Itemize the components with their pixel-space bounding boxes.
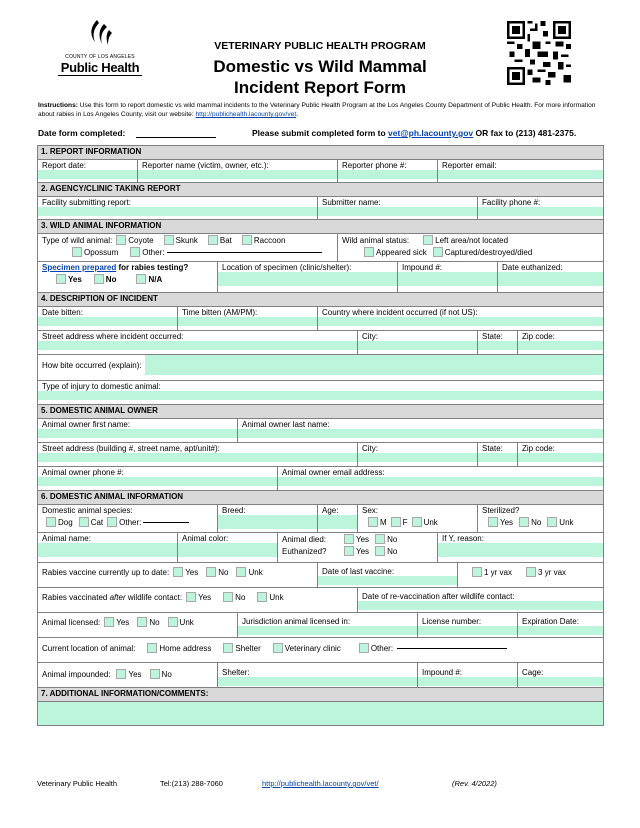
vac-after-label-post: wildlife contact: [127, 592, 183, 602]
raccoon-label: Raccoon [253, 235, 286, 245]
vac-after-cell [38, 588, 358, 613]
age-label: Age: [322, 506, 339, 515]
form-title-line2: Incident Report Form [234, 78, 406, 97]
vet-clinic-label: Veterinary clinic [284, 643, 341, 653]
owner-zip-field[interactable] [518, 453, 603, 462]
vac-after-yes-label: Yes [198, 592, 212, 602]
footer-org: Veterinary Public Health [37, 779, 118, 788]
species-cell [38, 505, 218, 533]
other-location-label: Other: [370, 643, 394, 653]
expiration-label: Expiration Date: [522, 617, 579, 626]
died-yes-label: Yes [356, 534, 370, 544]
euthanized-no-label: No [387, 546, 398, 556]
vaccine-unk-checkbox[interactable] [236, 567, 246, 577]
left-area-label: Left area/not located [435, 235, 509, 245]
sterilized-yes-checkbox[interactable] [488, 517, 498, 527]
owner-state-label: State: [482, 444, 503, 453]
euthanized-field[interactable] [498, 272, 603, 286]
reporter-email-cell[interactable] [438, 160, 604, 183]
sterilized-unk-checkbox[interactable] [547, 517, 557, 527]
facility-field[interactable] [38, 207, 317, 216]
submit-pre: Please submit completed form to [252, 128, 386, 138]
specimen-question: for rabies testing? [118, 263, 189, 272]
how-bite-label: How bite occurred (explain): [42, 360, 142, 370]
owner-email-cell[interactable] [278, 467, 604, 491]
other-species-checkbox[interactable] [107, 517, 117, 527]
breed-label: Breed: [222, 506, 246, 515]
submitter-field[interactable] [318, 207, 477, 216]
vet-clinic-checkbox[interactable] [273, 643, 283, 653]
sterilized-cell [478, 505, 604, 533]
time-bitten-label: Time bitten (AM/PM): [182, 308, 258, 317]
facility-phone-cell[interactable] [478, 197, 604, 220]
incident-zip-cell[interactable] [518, 331, 604, 355]
license-number-field[interactable] [418, 626, 517, 635]
opossum-checkbox[interactable] [72, 247, 82, 257]
how-bite-field[interactable] [145, 355, 604, 375]
last-vaccine-label: Date of last vaccine: [322, 567, 395, 576]
animal-name-label: Animal name: [42, 534, 91, 543]
licensed-yes-label: Yes [116, 617, 130, 627]
injury-type-label: Type of injury to domestic animal: [42, 382, 161, 391]
vaccine-unk-label: Unk [248, 567, 263, 577]
owner-email-field[interactable] [278, 477, 603, 486]
reporter-phone-cell[interactable] [338, 160, 438, 183]
cage-field[interactable] [518, 677, 603, 686]
specimen-yes-label: Yes [68, 274, 82, 284]
impound-number-cell[interactable] [418, 663, 518, 688]
specimen-na-label: N/A [148, 274, 163, 284]
section-5-header: 5. DOMESTIC ANIMAL OWNER [38, 405, 604, 419]
incident-street-label: Street address where incident occurred: [42, 332, 184, 341]
owner-phone-field[interactable] [38, 477, 277, 486]
wild-animal-type-cell [38, 234, 338, 262]
raccoon-checkbox[interactable] [242, 235, 252, 245]
owner-first-label: Animal owner first name: [42, 420, 131, 429]
died-yes-checkbox[interactable] [344, 534, 354, 544]
appeared-sick-checkbox[interactable] [364, 247, 374, 257]
injury-type-field[interactable] [38, 391, 603, 400]
impound-number-field[interactable] [418, 677, 517, 686]
reporter-name-cell[interactable] [138, 160, 338, 183]
impounded-yes-checkbox[interactable] [116, 669, 126, 679]
shelter-field[interactable] [218, 677, 417, 686]
other-location-field[interactable] [397, 648, 507, 649]
species-label: Domestic animal species: [42, 506, 133, 515]
facility-phone-field[interactable] [478, 207, 603, 216]
cage-label: Cage: [522, 668, 544, 677]
specimen-no-checkbox[interactable] [94, 274, 104, 284]
sex-unk-checkbox[interactable] [412, 517, 422, 527]
owner-phone-cell[interactable] [38, 467, 278, 491]
specimen-location-cell[interactable] [218, 262, 398, 293]
vaccine-current-label: Rabies vaccine currently up to date: [42, 567, 170, 577]
current-location-cell [38, 638, 604, 663]
date-completed-label: Date form completed: [38, 128, 126, 138]
sterilized-unk-label: Unk [559, 517, 574, 527]
section-1-header: 1. REPORT INFORMATION [38, 146, 604, 160]
incident-street-cell[interactable] [38, 331, 358, 355]
vac-after-no-label: No [235, 592, 246, 602]
section-7-header: 7. ADDITIONAL INFORMATION/COMMENTS: [38, 688, 604, 702]
dog-checkbox[interactable] [46, 517, 56, 527]
revac-date-cell[interactable] [358, 588, 604, 613]
report-date-field[interactable] [38, 170, 137, 179]
footer-tel: Tel:(213) 288-7060 [160, 779, 223, 788]
sterilized-no-checkbox[interactable] [519, 517, 529, 527]
incident-street-field[interactable] [38, 341, 357, 350]
facility-phone-label: Facility phone #: [482, 198, 541, 207]
sex-m-checkbox[interactable] [368, 517, 378, 527]
jurisdiction-field[interactable] [238, 626, 417, 635]
one-yr-vax-label: 1 yr vax [484, 567, 513, 577]
qr-code-icon [507, 21, 571, 85]
licensed-no-checkbox[interactable] [137, 617, 147, 627]
sex-f-label: F [402, 517, 408, 527]
country-field[interactable] [318, 317, 603, 326]
report-date-cell[interactable] [38, 160, 138, 183]
how-bite-cell[interactable] [38, 355, 604, 381]
owner-phone-label: Animal owner phone #: [42, 468, 124, 477]
specimen-na-checkbox[interactable] [136, 274, 146, 284]
incident-form [37, 145, 604, 726]
submitter-cell[interactable] [318, 197, 478, 220]
vaccine-yes-checkbox[interactable] [173, 567, 183, 577]
license-number-cell[interactable] [418, 613, 518, 638]
died-no-checkbox[interactable] [375, 534, 385, 544]
animal-name-cell[interactable] [38, 533, 178, 563]
cat-checkbox[interactable] [79, 517, 89, 527]
shelter-option-label: Shelter [235, 643, 261, 653]
owner-email-label: Animal owner email address: [282, 468, 385, 477]
current-location-label: Current location of animal: [42, 643, 136, 653]
incident-state-label: State: [482, 332, 503, 341]
bat-label: Bat [219, 235, 232, 245]
jurisdiction-cell[interactable] [238, 613, 418, 638]
breed-field[interactable] [218, 515, 317, 529]
owner-state-cell[interactable] [478, 443, 518, 467]
cat-label: Cat [90, 517, 104, 527]
country-label: Country where incident occurred (if not US): [322, 308, 478, 317]
animal-color-cell[interactable] [178, 533, 278, 563]
impound-number-label: Impound #: [422, 668, 463, 677]
sex-f-checkbox[interactable] [391, 517, 401, 527]
reason-field[interactable] [438, 543, 603, 557]
vac-after-unk-checkbox[interactable] [257, 592, 267, 602]
vaccine-current-cell [38, 563, 318, 588]
euthanized-yes-checkbox[interactable] [344, 546, 354, 556]
owner-last-cell[interactable] [238, 419, 604, 443]
captured-label: Captured/destroyed/died [444, 247, 533, 257]
reporter-name-label: Reporter name (victim, owner, etc.): [142, 161, 269, 170]
date-bitten-cell[interactable] [38, 307, 178, 331]
impounded-cell [38, 663, 218, 688]
owner-first-cell[interactable] [38, 419, 238, 443]
impound-label: Impound #: [402, 263, 443, 272]
appeared-sick-label: Appeared sick [376, 247, 427, 257]
form-title-line1: Domestic vs Wild Mammal [213, 57, 427, 76]
breed-cell[interactable] [218, 505, 318, 533]
other-wild-label: Other: [142, 247, 165, 257]
licensed-yes-checkbox[interactable] [104, 617, 114, 627]
licensed-no-label: No [149, 617, 160, 627]
age-cell[interactable] [318, 505, 358, 533]
owner-city-field[interactable] [358, 453, 477, 462]
incident-state-field[interactable] [478, 341, 517, 350]
instructions [38, 101, 604, 119]
owner-state-field[interactable] [478, 453, 517, 462]
county-name: COUNTY OF LOS ANGELES [65, 54, 135, 60]
sex-unk-label: Unk [423, 517, 438, 527]
owner-first-field[interactable] [38, 429, 237, 438]
vaccine-yes-label: Yes [185, 567, 199, 577]
home-checkbox[interactable] [147, 643, 157, 653]
other-species-label: Other: [119, 517, 142, 527]
last-vaccine-field[interactable] [318, 576, 457, 585]
owner-street-field[interactable] [38, 453, 357, 462]
expiration-cell[interactable] [518, 613, 604, 638]
specimen-prepared-link[interactable]: Specimen prepared [42, 263, 117, 272]
time-bitten-field[interactable] [178, 317, 317, 326]
instructions-end: . [296, 111, 299, 118]
footer-url-link[interactable]: http://publichealth.lacounty.gov/vet/ [262, 779, 379, 788]
sterilized-label: Sterilized? [482, 506, 520, 515]
licensed-unk-label: Unk [179, 617, 194, 627]
instructions-label: Instructions: [38, 102, 78, 109]
country-cell[interactable] [318, 307, 604, 331]
footer-rev: (Rev. 4/2022) [452, 779, 497, 788]
shelter-checkbox[interactable] [223, 643, 233, 653]
euthanized-q-label: Euthanized? [282, 546, 327, 556]
animal-died-cell [278, 533, 438, 563]
skunk-checkbox[interactable] [164, 235, 174, 245]
owner-city-cell[interactable] [358, 443, 478, 467]
vax-type-cell [458, 563, 604, 588]
vaccine-no-label: No [218, 567, 229, 577]
facility-label: Facility submitting report: [42, 198, 131, 207]
vac-after-no-checkbox[interactable] [223, 592, 233, 602]
licensed-label: Animal licensed: [42, 617, 101, 627]
coyote-label: Coyote [128, 235, 154, 245]
submitter-label: Submitter name: [322, 198, 381, 207]
impounded-no-label: No [161, 669, 172, 679]
instructions-text: Use this form to report domestic vs wild mammal incidents to the Veterinary Public Health Program at the Los Angeles County Department of Public Health. For more information about rabies in Los Angeles County, visit our website: [38, 102, 596, 118]
skunk-label: Skunk [175, 235, 198, 245]
impounded-no-checkbox[interactable] [150, 669, 160, 679]
owner-zip-label: Zip code: [522, 444, 555, 453]
other-species-field[interactable] [143, 522, 189, 523]
section-3-header: 3. WILD ANIMAL INFORMATION [38, 220, 604, 234]
facility-cell[interactable] [38, 197, 318, 220]
dept-name: Public Health [60, 60, 140, 75]
reason-label: If Y, reason: [442, 534, 484, 543]
section-4-header: 4. DESCRIPTION OF INCIDENT [38, 293, 604, 307]
incident-city-label: City: [362, 332, 378, 341]
vac-after-label-em: after [109, 592, 126, 602]
shelter-label: Shelter: [222, 668, 250, 677]
licensed-cell [38, 613, 238, 638]
other-location-checkbox[interactable] [359, 643, 369, 653]
euthanized-no-checkbox[interactable] [375, 546, 385, 556]
incident-state-cell[interactable] [478, 331, 518, 355]
euthanized-yes-label: Yes [356, 546, 370, 556]
reporter-phone-field[interactable] [338, 170, 437, 179]
owner-last-field[interactable] [238, 429, 603, 438]
incident-zip-field[interactable] [518, 341, 603, 350]
vac-after-yes-checkbox[interactable] [186, 592, 196, 602]
animal-color-field[interactable] [178, 543, 277, 557]
three-yr-vax-label: 3 yr vax [538, 567, 567, 577]
submit-instructions [252, 128, 576, 138]
owner-zip-cell[interactable] [518, 443, 604, 467]
incident-zip-label: Zip code: [522, 332, 555, 341]
reporter-email-field[interactable] [438, 170, 603, 179]
one-yr-vax-checkbox[interactable] [472, 567, 482, 577]
animal-color-label: Animal color: [182, 534, 229, 543]
other-wild-checkbox[interactable] [130, 247, 140, 257]
bat-checkbox[interactable] [208, 235, 218, 245]
date-completed-field[interactable] [136, 137, 216, 138]
section-2-header: 2. AGENCY/CLINIC TAKING REPORT [38, 183, 604, 197]
license-number-label: License number: [422, 617, 482, 626]
reporter-name-field[interactable] [138, 170, 337, 179]
sex-label: Sex: [362, 506, 379, 515]
report-date-label: Report date: [42, 161, 87, 170]
revac-date-label: Date of re-vaccination after wildlife contact: [362, 592, 515, 601]
specimen-no-label: No [105, 274, 117, 284]
section-6-header: 6. DOMESTIC ANIMAL INFORMATION [38, 491, 604, 505]
dog-label: Dog [58, 517, 73, 527]
owner-city-label: City: [362, 444, 378, 453]
jurisdiction-label: Jurisdiction animal licensed in: [242, 617, 351, 626]
date-bitten-label: Date bitten: [42, 308, 83, 317]
status-label: Wild animal status: [342, 235, 410, 245]
licensed-unk-checkbox[interactable] [168, 617, 178, 627]
impound-cell[interactable] [398, 262, 498, 293]
euthanized-cell[interactable] [498, 262, 604, 293]
specimen-cell [38, 262, 218, 293]
owner-last-label: Animal owner last name: [242, 420, 330, 429]
owner-street-label: Street address (building #, street name, apt/unit#): [42, 444, 220, 453]
sex-m-label: M [380, 517, 387, 527]
died-label: Animal died: [282, 534, 327, 544]
specimen-yes-checkbox[interactable] [56, 274, 66, 284]
sex-cell [358, 505, 478, 533]
cage-cell[interactable] [518, 663, 604, 688]
shelter-cell[interactable] [218, 663, 418, 688]
incident-city-field[interactable] [358, 341, 477, 350]
comments-field[interactable] [38, 702, 604, 726]
captured-checkbox[interactable] [433, 247, 443, 257]
vet-website-link[interactable]: http://publichealth.lacounty.gov/vet [195, 111, 297, 118]
euthanized-label: Date euthanized: [502, 263, 563, 272]
revac-date-field[interactable] [358, 601, 603, 610]
wild-animal-status-cell [338, 234, 604, 262]
program-title: VETERINARY PUBLIC HEALTH PROGRAM [214, 40, 426, 52]
date-bitten-field[interactable] [38, 317, 177, 326]
impound-field[interactable] [398, 272, 497, 286]
sterilized-no-label: No [531, 517, 542, 527]
reporter-email-label: Reporter email: [442, 161, 497, 170]
home-label: Home address [159, 643, 212, 653]
submit-post: OR fax to (213) 481-2375. [475, 128, 577, 138]
coyote-checkbox[interactable] [116, 235, 126, 245]
other-wild-field[interactable] [167, 252, 322, 253]
wild-type-label: Type of wild animal: [42, 235, 113, 245]
age-field[interactable] [318, 515, 357, 529]
vac-after-label-pre: Rabies vaccinated [42, 592, 108, 602]
submit-email-link[interactable]: vet@ph.lacounty.gov [388, 128, 474, 138]
owner-street-cell[interactable] [38, 443, 358, 467]
animal-name-field[interactable] [38, 543, 177, 557]
died-no-label: No [387, 534, 398, 544]
impounded-yes-label: Yes [128, 669, 142, 679]
incident-city-cell[interactable] [358, 331, 478, 355]
reporter-phone-label: Reporter phone #: [342, 161, 407, 170]
left-area-checkbox[interactable] [423, 235, 433, 245]
vaccine-no-checkbox[interactable] [206, 567, 216, 577]
three-yr-vax-checkbox[interactable] [526, 567, 536, 577]
sterilized-yes-label: Yes [500, 517, 514, 527]
opossum-label: Opossum [84, 247, 119, 257]
time-bitten-cell[interactable] [178, 307, 318, 331]
last-vaccine-cell[interactable] [318, 563, 458, 588]
reason-cell[interactable] [438, 533, 604, 563]
impounded-label: Animal impounded: [42, 669, 111, 679]
vac-after-unk-label: Unk [269, 592, 284, 602]
specimen-location-field[interactable] [218, 272, 397, 286]
injury-type-cell[interactable] [38, 381, 604, 405]
specimen-location-label: Location of specimen (clinic/shelter): [222, 263, 352, 272]
expiration-field[interactable] [518, 626, 603, 635]
